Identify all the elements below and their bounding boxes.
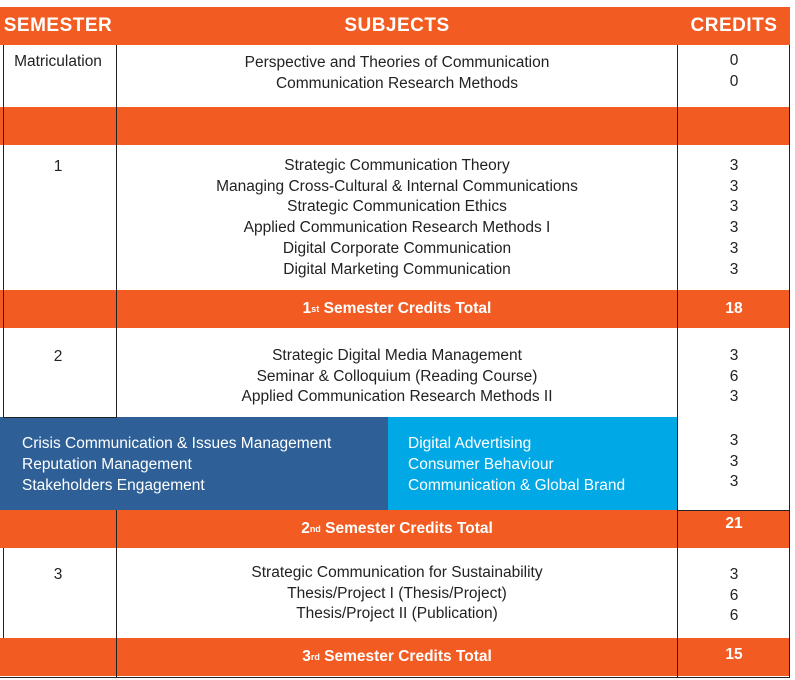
credit-value: 6 xyxy=(729,586,739,604)
elective-item: Communication & Global Brand xyxy=(408,477,626,494)
total-ordinal: 3 xyxy=(302,648,311,665)
subject-item: Seminar & Colloquium (Reading Course) xyxy=(256,367,538,385)
subject-item: Thesis/Project I (Thesis/Project) xyxy=(287,584,507,602)
subject-item: Strategic Communication for Sustainability xyxy=(251,564,543,581)
credit-value: 3 xyxy=(729,219,739,237)
elective-item: Digital Advertising xyxy=(408,435,532,452)
matriculation-subjects xyxy=(117,53,677,94)
subject-item: Applied Communication Research Methods II xyxy=(241,388,553,406)
credit-value: 0 xyxy=(729,72,739,90)
credit-value: 3 xyxy=(729,260,739,278)
subject-item: Strategic Communication Theory xyxy=(284,157,510,174)
total-label-text: Semester Credits Total xyxy=(320,520,493,537)
subject-item: Thesis/Project II (Publication) xyxy=(296,605,498,623)
elective-item: Crisis Communication & Issues Management xyxy=(22,435,332,452)
credit-value: 3 xyxy=(729,157,739,174)
total-label-text: Semester Credits Total xyxy=(319,300,492,317)
elective-credits xyxy=(678,431,790,493)
subject-item: Communication Research Methods xyxy=(275,74,519,92)
semester-label-1: 1 xyxy=(53,158,63,175)
credit-value: 3 xyxy=(729,198,739,216)
semester1-subjects xyxy=(117,156,677,280)
credit-value: 3 xyxy=(729,388,739,406)
semester3-credits xyxy=(678,565,790,627)
credit-value: 3 xyxy=(729,177,739,195)
elective-item: Stakeholders Engagement xyxy=(22,477,205,494)
semester3-total-label: 3 rd Semester Credits Total xyxy=(302,648,492,665)
header-credits: CREDITS xyxy=(690,15,778,36)
credit-value: 3 xyxy=(729,452,739,470)
credit-value: 3 xyxy=(729,432,739,449)
elective-list-right xyxy=(386,433,676,496)
semester2-subjects xyxy=(117,346,677,408)
header-semester: SEMESTER xyxy=(3,15,113,36)
semester2-total-value: 21 xyxy=(725,515,743,532)
semester3-subjects xyxy=(117,563,677,625)
elective-item: Reputation Management xyxy=(22,456,192,473)
subject-item: Strategic Communication Ethics xyxy=(287,198,507,216)
total-ordinal: 1 xyxy=(302,300,312,317)
semester1-total-value: 18 xyxy=(725,300,743,317)
grid-line xyxy=(0,677,790,678)
semester-label-matriculation: Matriculation xyxy=(14,53,102,70)
subject-item: Managing Cross-Cultural & Internal Communications xyxy=(216,177,578,195)
grid-line xyxy=(3,417,117,418)
subject-item: Applied Communication Research Methods I xyxy=(243,219,551,237)
semester1-credits xyxy=(678,156,790,280)
total-label-text: Semester Credits Total xyxy=(319,648,492,665)
semester-label-2: 2 xyxy=(53,348,63,365)
subject-item: Digital Corporate Communication xyxy=(282,239,512,257)
credit-value: 3 xyxy=(729,239,739,257)
subject-item: Perspective and Theories of Communication xyxy=(244,54,550,71)
semester-label-3: 3 xyxy=(53,566,63,583)
header-subjects: SUBJECTS xyxy=(344,15,450,36)
semester3-total-value: 15 xyxy=(725,646,743,663)
credit-value: 6 xyxy=(729,607,739,625)
elective-list-left xyxy=(0,433,388,496)
credit-value: 0 xyxy=(729,52,739,69)
subject-item: Strategic Digital Media Management xyxy=(272,347,522,364)
credit-value: 6 xyxy=(729,367,739,385)
subject-item: Digital Marketing Communication xyxy=(283,260,511,278)
semester2-total-label: 2 nd Semester Credits Total xyxy=(301,520,493,537)
total-ordinal: 2 xyxy=(301,520,310,537)
elective-item: Consumer Behaviour xyxy=(408,456,554,473)
semester2-credits xyxy=(678,346,790,408)
semester1-total-label: 1 st Semester Credits Total xyxy=(302,300,492,317)
credit-value: 3 xyxy=(729,566,739,583)
credit-value: 3 xyxy=(729,473,739,491)
spacer-row xyxy=(0,107,790,145)
credit-value: 3 xyxy=(729,347,739,364)
matriculation-credits xyxy=(678,51,790,92)
grid-line xyxy=(3,548,4,638)
